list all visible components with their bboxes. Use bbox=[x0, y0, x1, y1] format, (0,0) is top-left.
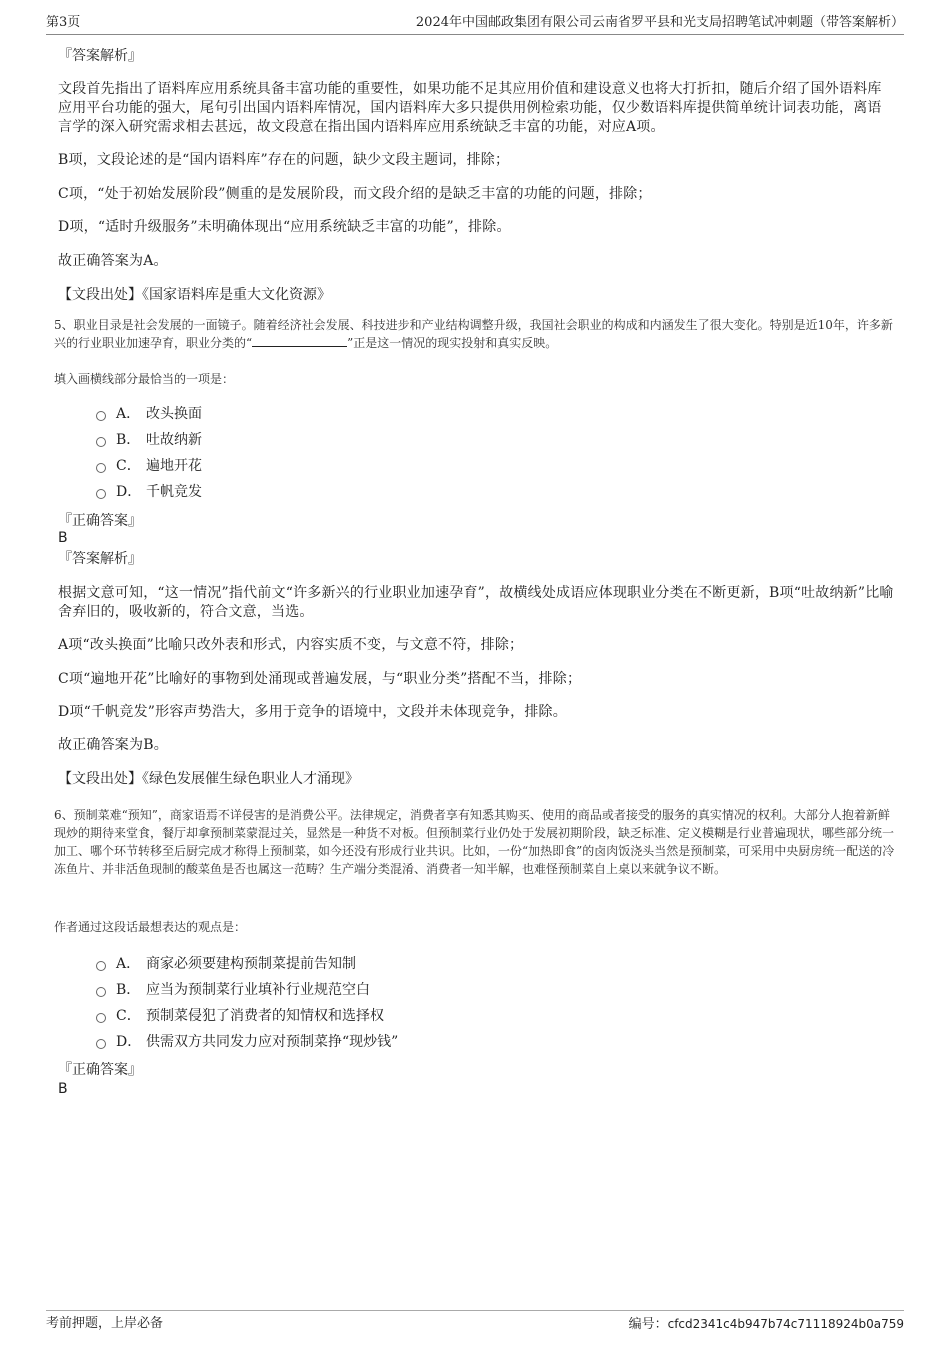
page-header bbox=[46, 14, 904, 35]
radio-icon[interactable] bbox=[96, 463, 106, 473]
analysis-paragraph: D项“千帆竞发”形容声势浩大，多用于竞争的语境中，文段并未体现竞争，排除。 bbox=[58, 704, 567, 720]
analysis-paragraph: D项，“适时升级服务”未明确体现出“应用系统缺乏丰富的功能”，排除。 bbox=[58, 219, 511, 235]
radio-icon[interactable] bbox=[96, 1039, 106, 1049]
analysis-label: 『答案解析』 bbox=[58, 551, 142, 567]
option-text: 商家必须要建构预制菜提前告知制 bbox=[146, 956, 356, 972]
question-text-part: 5、职业目录是社会发展的一面镜子。随着经济社会发展、科技进步和产业结构调整升级，我国社会职业的构成和内涵发生了很大变化。特别是近10年，许多新兴的行业职业加速孕育，职业分类的“ bbox=[54, 318, 893, 350]
option-c[interactable] bbox=[96, 1006, 384, 1026]
analysis-paragraph: 文段首先指出了语料库应用系统具备丰富功能的重要性，如果功能不足其应用价值和建设意义也将大打折扣，随后介绍了国外语料库应用平台功能的强大，尾句引出国内语料库情况，国内语料库大多只提供用例检索功能，仅少数语料库提供简单统计词表功能，离语言学的深入研究需求相去甚远，故文段意在指出国内语料库应用系统缺乏丰富的功能，对应A项。 bbox=[58, 81, 882, 135]
radio-icon[interactable] bbox=[96, 411, 106, 421]
option-text: 改头换面 bbox=[146, 406, 202, 422]
document-title: 2024年中国邮政集团有限公司云南省罗平县和光支局招聘笔试冲刺题（带答案解析） bbox=[415, 15, 904, 30]
option-letter: C． bbox=[116, 458, 141, 474]
passage-source: 【文段出处】《国家语料库是重大文化资源》 bbox=[58, 287, 331, 303]
passage-source: 【文段出处】《绿色发展催生绿色职业人才涌现》 bbox=[58, 771, 359, 787]
option-text: 千帆竞发 bbox=[146, 484, 202, 500]
option-letter: A． bbox=[116, 956, 141, 972]
analysis-paragraph: 根据文意可知，“这一情况”指代前文“许多新兴的行业职业加速孕育”，故横线处成语应体现职业分类在不断更新，B项“吐故纳新”比喻舍弃旧的，吸收新的，符合文意，当选。 bbox=[58, 585, 894, 620]
option-b[interactable] bbox=[96, 430, 202, 450]
option-letter: B． bbox=[116, 432, 141, 448]
radio-icon[interactable] bbox=[96, 489, 106, 499]
question-text: 6、预制菜难“预知”，商家语焉不详侵害的是消费公平。法律规定，消费者享有知悉其购买、使用的商品或者接受的服务的真实情况的权利。大部分人抱着新鲜现炒的期待来堂食，餐厅却拿预制菜蒙混过关，显然是一种货不对板。但预制菜行业仍处于发展初期阶段，缺乏标准、定义模糊是行业普遍现状，哪些部分统一加工、哪个环节转移至后厨完成才称得上预制菜，如今还没有形成行业共识。比如，一份“加热即食”的卤肉饭浇头当然是预制菜，可采用中央厨房统一配送的冷冻鱼片、并非活鱼现制的酸菜鱼是否也属这一范畴？生产端分类混淆、消费者一知半解，也难怪预制菜自上桌以来就争议不断。 bbox=[54, 808, 895, 876]
analysis-paragraph: C项“遍地开花”比喻好的事物到处涌现或普遍发展，与“职业分类”搭配不当，排除； bbox=[58, 671, 582, 687]
page-footer bbox=[46, 1310, 904, 1337]
option-d[interactable] bbox=[96, 1032, 398, 1052]
radio-icon[interactable] bbox=[96, 1013, 106, 1023]
correct-answer-label: 『正确答案』 bbox=[58, 1062, 142, 1078]
option-a[interactable] bbox=[96, 954, 356, 974]
question-text-part: ”正是这一情况的现实投射和真实反映。 bbox=[347, 336, 558, 350]
option-letter: D． bbox=[116, 484, 142, 500]
analysis-paragraph: 故正确答案为B。 bbox=[58, 737, 168, 753]
radio-icon[interactable] bbox=[96, 961, 106, 971]
analysis-paragraph: C项，“处于初始发展阶段”侧重的是发展阶段，而文段介绍的是缺乏丰富的功能的问题，排除； bbox=[58, 186, 652, 202]
option-text: 遍地开花 bbox=[146, 458, 202, 474]
option-letter: C． bbox=[116, 1008, 141, 1024]
analysis-paragraph: 故正确答案为A。 bbox=[58, 253, 168, 269]
option-c[interactable] bbox=[96, 456, 202, 476]
question-prompt: 作者通过这段话最想表达的观点是： bbox=[54, 920, 247, 934]
option-text: 供需双方共同发力应对预制菜挣“现炒钱” bbox=[146, 1034, 399, 1050]
question-prompt: 填入画横线部分最恰当的一项是： bbox=[54, 372, 235, 386]
option-letter: A． bbox=[116, 406, 141, 422]
analysis-paragraph: B项，文段论述的是“国内语料库”存在的问题，缺少文段主题词，排除； bbox=[58, 152, 510, 168]
analysis-paragraph: A项“改头换面”比喻只改外表和形式，内容实质不变，与文意不符，排除； bbox=[58, 637, 524, 653]
radio-icon[interactable] bbox=[96, 987, 106, 997]
document-code bbox=[629, 1314, 904, 1335]
question-text bbox=[54, 316, 896, 352]
code-label: 编号： bbox=[628, 1317, 668, 1332]
option-a[interactable] bbox=[96, 404, 202, 424]
option-letter: B． bbox=[116, 982, 141, 998]
option-letter: D． bbox=[116, 1034, 142, 1050]
option-text: 预制菜侵犯了消费者的知情权和选择权 bbox=[146, 1008, 384, 1024]
option-text: 应当为预制菜行业填补行业规范空白 bbox=[146, 982, 370, 998]
code-value: cfcd2341c4b947b74c71118924b0a759 bbox=[667, 1317, 904, 1331]
page-number: 第3页 bbox=[46, 15, 81, 30]
option-b[interactable] bbox=[96, 980, 370, 1000]
footer-slogan: 考前押题，上岸必备 bbox=[46, 1316, 164, 1331]
correct-answer-label: 『正确答案』 bbox=[58, 513, 142, 529]
correct-answer: B bbox=[58, 530, 68, 546]
answer-blank bbox=[252, 334, 347, 347]
correct-answer: B bbox=[58, 1081, 68, 1097]
option-d[interactable] bbox=[96, 482, 202, 502]
radio-icon[interactable] bbox=[96, 437, 106, 447]
option-text: 吐故纳新 bbox=[146, 432, 202, 448]
analysis-label: 『答案解析』 bbox=[58, 48, 142, 64]
